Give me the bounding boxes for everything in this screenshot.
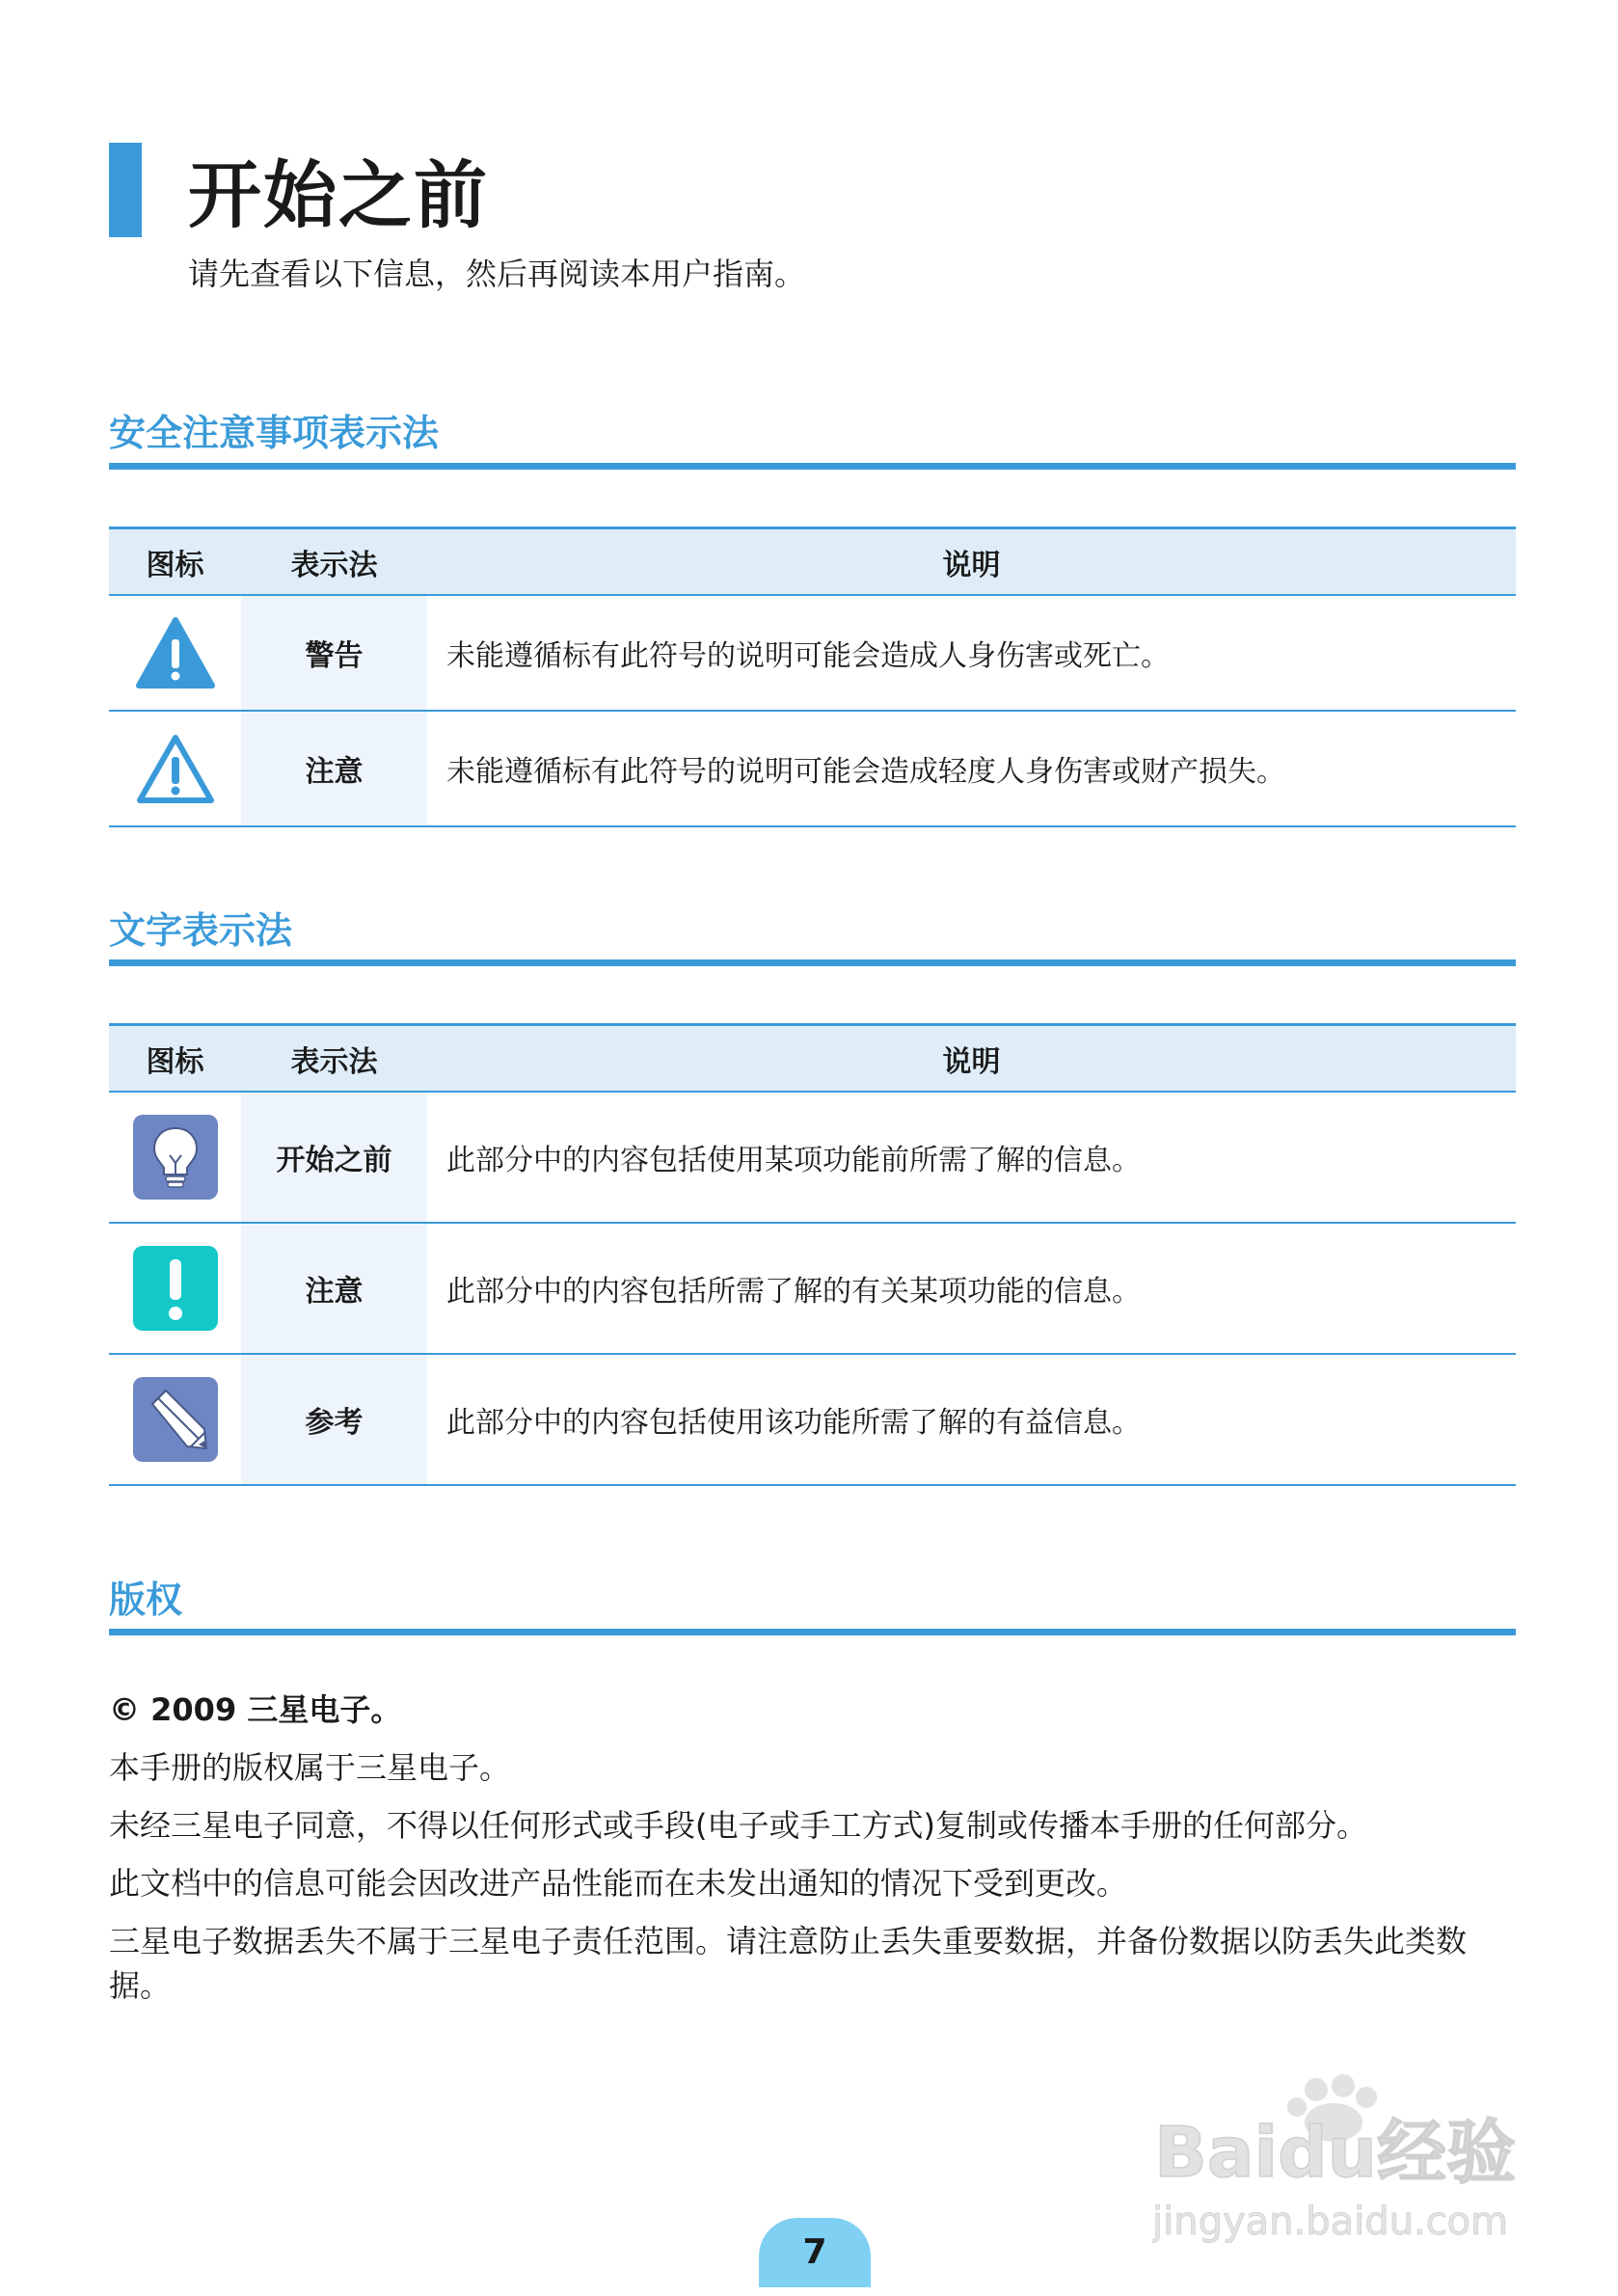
- page-subtitle: 请先查看以下信息，然后再阅读本用户指南。: [188, 256, 806, 292]
- col-header-icon: 图标: [109, 528, 241, 596]
- baidu-jingyan-watermark: [1152, 2068, 1533, 2252]
- table-row: [109, 1223, 1516, 1354]
- icon-cell: [109, 595, 241, 711]
- copyright-lead: © 2009 三星电子。: [109, 1691, 402, 1728]
- table-row: [109, 595, 1516, 711]
- description-cell: 此部分中的内容包括使用该功能所需了解的有益信息。: [427, 1354, 1516, 1485]
- text-section-heading: 文字表示法: [109, 909, 293, 952]
- text-legend-table: [109, 1023, 1516, 1486]
- watermark-url: jingyan.baidu.com: [1152, 2200, 1509, 2244]
- watermark-logo-text: Baidu经验: [1154, 2112, 1516, 2193]
- table-header-row: [109, 528, 1516, 596]
- table-row: [109, 711, 1516, 826]
- section-rule: [109, 959, 1516, 966]
- table-row: [109, 1092, 1516, 1223]
- section-rule: [109, 463, 1516, 470]
- safety-legend-table: [109, 527, 1516, 827]
- col-header-description: 说明: [427, 1025, 1516, 1093]
- notation-cell: 警告: [241, 595, 427, 711]
- description-cell: 此部分中的内容包括使用某项功能前所需了解的信息。: [427, 1092, 1516, 1223]
- icon-cell: [109, 1223, 241, 1354]
- description-cell: 未能遵循标有此符号的说明可能会造成轻度人身伤害或财产损失。: [427, 711, 1516, 826]
- col-header-notation: 表示法: [241, 528, 427, 596]
- notation-cell: 注意: [241, 711, 427, 826]
- exclamation-icon: [131, 1244, 220, 1333]
- caution-outline-triangle-icon: [135, 732, 216, 805]
- notation-cell: 参考: [241, 1354, 427, 1485]
- section-rule: [109, 1629, 1516, 1635]
- notation-cell: 注意: [241, 1223, 427, 1354]
- copyright-paragraph: 未经三星电子同意，不得以任何形式或手段(电子或手工方式)复制或传播本手册的任何部分。: [109, 1807, 1367, 1844]
- copyright-paragraph: 此文档中的信息可能会因改进产品性能而在未发出通知的情况下受到更改。: [109, 1865, 1128, 1902]
- page-title: 开始之前: [188, 152, 489, 238]
- col-header-description: 说明: [427, 528, 1516, 596]
- table-row: [109, 1354, 1516, 1485]
- description-cell: 此部分中的内容包括所需了解的有关某项功能的信息。: [427, 1223, 1516, 1354]
- warning-filled-triangle-icon: [135, 616, 216, 689]
- col-header-icon: 图标: [109, 1025, 241, 1093]
- title-accent-bar: [109, 143, 142, 237]
- copyright-paragraph: 本手册的版权属于三星电子。: [109, 1749, 511, 1786]
- copyright-body: [109, 1688, 1516, 2021]
- copyright-section-heading: 版权: [109, 1579, 183, 1621]
- table-header-row: [109, 1025, 1516, 1093]
- page-number: 7: [759, 2218, 871, 2287]
- col-header-notation: 表示法: [241, 1025, 427, 1093]
- description-cell: 未能遵循标有此符号的说明可能会造成人身伤害或死亡。: [427, 595, 1516, 711]
- copyright-paragraph: 三星电子数据丢失不属于三星电子责任范围。请注意防止丢失重要数据，并备份数据以防丢失此类数据。: [109, 1923, 1468, 2004]
- icon-cell: [109, 1092, 241, 1223]
- notation-cell: 开始之前: [241, 1092, 427, 1223]
- icon-cell: [109, 711, 241, 826]
- safety-section-heading: 安全注意事项表示法: [109, 412, 440, 454]
- pencil-note-icon: [131, 1375, 220, 1464]
- lightbulb-icon: [131, 1113, 220, 1202]
- icon-cell: [109, 1354, 241, 1485]
